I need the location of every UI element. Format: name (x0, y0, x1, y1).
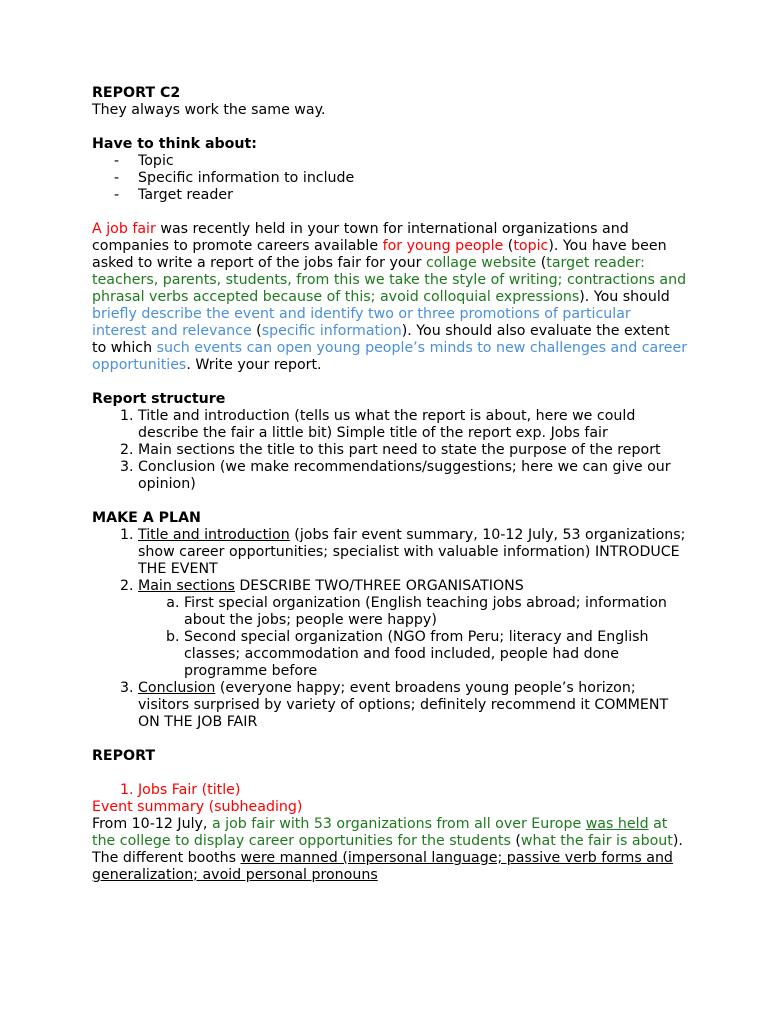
list-item: a. First special organization (English teaching jobs abroad; information about the jobs; people were happy) (184, 595, 688, 629)
task-topic-highlight: for young people (382, 238, 504, 254)
report-subheading: Event summary (subheading) (92, 799, 303, 815)
task-topic-note: topic (513, 238, 549, 254)
structure-list (92, 408, 688, 493)
document-subtitle: They always work the same way. (92, 102, 326, 118)
list-item: 1. Jobs Fair (title) (138, 782, 688, 799)
task-info-highlight: such events can open young people’s minds to new challenges and career opportunities (92, 340, 688, 373)
report-list (92, 782, 688, 799)
list-item: - Topic (114, 153, 688, 170)
task-reader-note: target reader: teachers, parents, students, from this we take the style of writing; contractions and phrasal verbs accepted because of this; avoid colloquial expressions (92, 255, 687, 305)
think-list (92, 153, 688, 204)
list-item: b. Second special organization (NGO from Peru; literacy and English classes; accommodation and food included, people had done programme before (184, 629, 688, 680)
list-item: 2. Main sections the title to this part need to state the purpose of the report (138, 442, 688, 459)
list-item: 3. Conclusion (we make recommendations/suggestions; here we can give our opinion) (138, 459, 688, 493)
document-title: REPORT C2 (92, 85, 181, 101)
list-item: - Target reader (114, 187, 688, 204)
list-item: 1. Title and introduction (tells us what the report is about, here we could describe the fair a little bit) Simple title of the report exp. Jobs fair (138, 408, 688, 442)
task-info-note: specific information (261, 323, 402, 339)
plan-list (92, 527, 688, 731)
task-info-highlight: briefly describe the event and identify two or three promotions of particular interest and relevance (92, 306, 631, 339)
list-item: 1. Title and introduction (jobs fair event summary, 10-12 July, 53 organizations; show career opportunities; specialist with valuable information) INTRODUCE THE EVENT (138, 527, 688, 578)
structure-heading: Report structure (92, 391, 226, 407)
task-paragraph: A job fair was recently held in your town for international organizations and companies to promote careers available for young people (topic). You have been asked to write a report of the jobs fair for your collage website (target reader: teachers, parents, students, from this we take the style of writing; contractions and phrasal verbs accepted because of this; avoid colloquial expressions). You should briefly describe the event and identify two or three promotions of particular interest and relevance (specific information). You should also evaluate the extent to which such events can open young people’s minds to new challenges and career opportunities. Write your report. (92, 221, 688, 373)
list-item: 2. Main sections DESCRIBE TWO/THREE ORGANISATIONS a. First special organization (English teaching jobs abroad; information about the jobs; people were happy) b. Second special organization (NGO from Peru; literacy and English classes; accommodation and food included, people had done programme before (138, 578, 688, 680)
report-heading: REPORT (92, 748, 156, 764)
report-paragraph: From 10-12 July, a job fair with 53 organizations from all over Europe was held at the college to display career opportunities for the students (what the fair is about). The different booths were manned (impersonal language; passive verb forms and generalization; avoid personal pronouns (92, 816, 683, 883)
plan-heading: MAKE A PLAN (92, 510, 201, 526)
task-topic-highlight: A job fair (92, 221, 156, 237)
think-heading: Have to think about: (92, 136, 257, 152)
plan-sublist (138, 595, 688, 680)
list-item: - Specific information to include (114, 170, 688, 187)
task-reader-highlight: collage website (425, 255, 537, 271)
list-item: 3. Conclusion (everyone happy; event broadens young people’s horizon; visitors surprised by variety of options; definitely recommend it COMMENT ON THE JOB FAIR (138, 680, 688, 731)
